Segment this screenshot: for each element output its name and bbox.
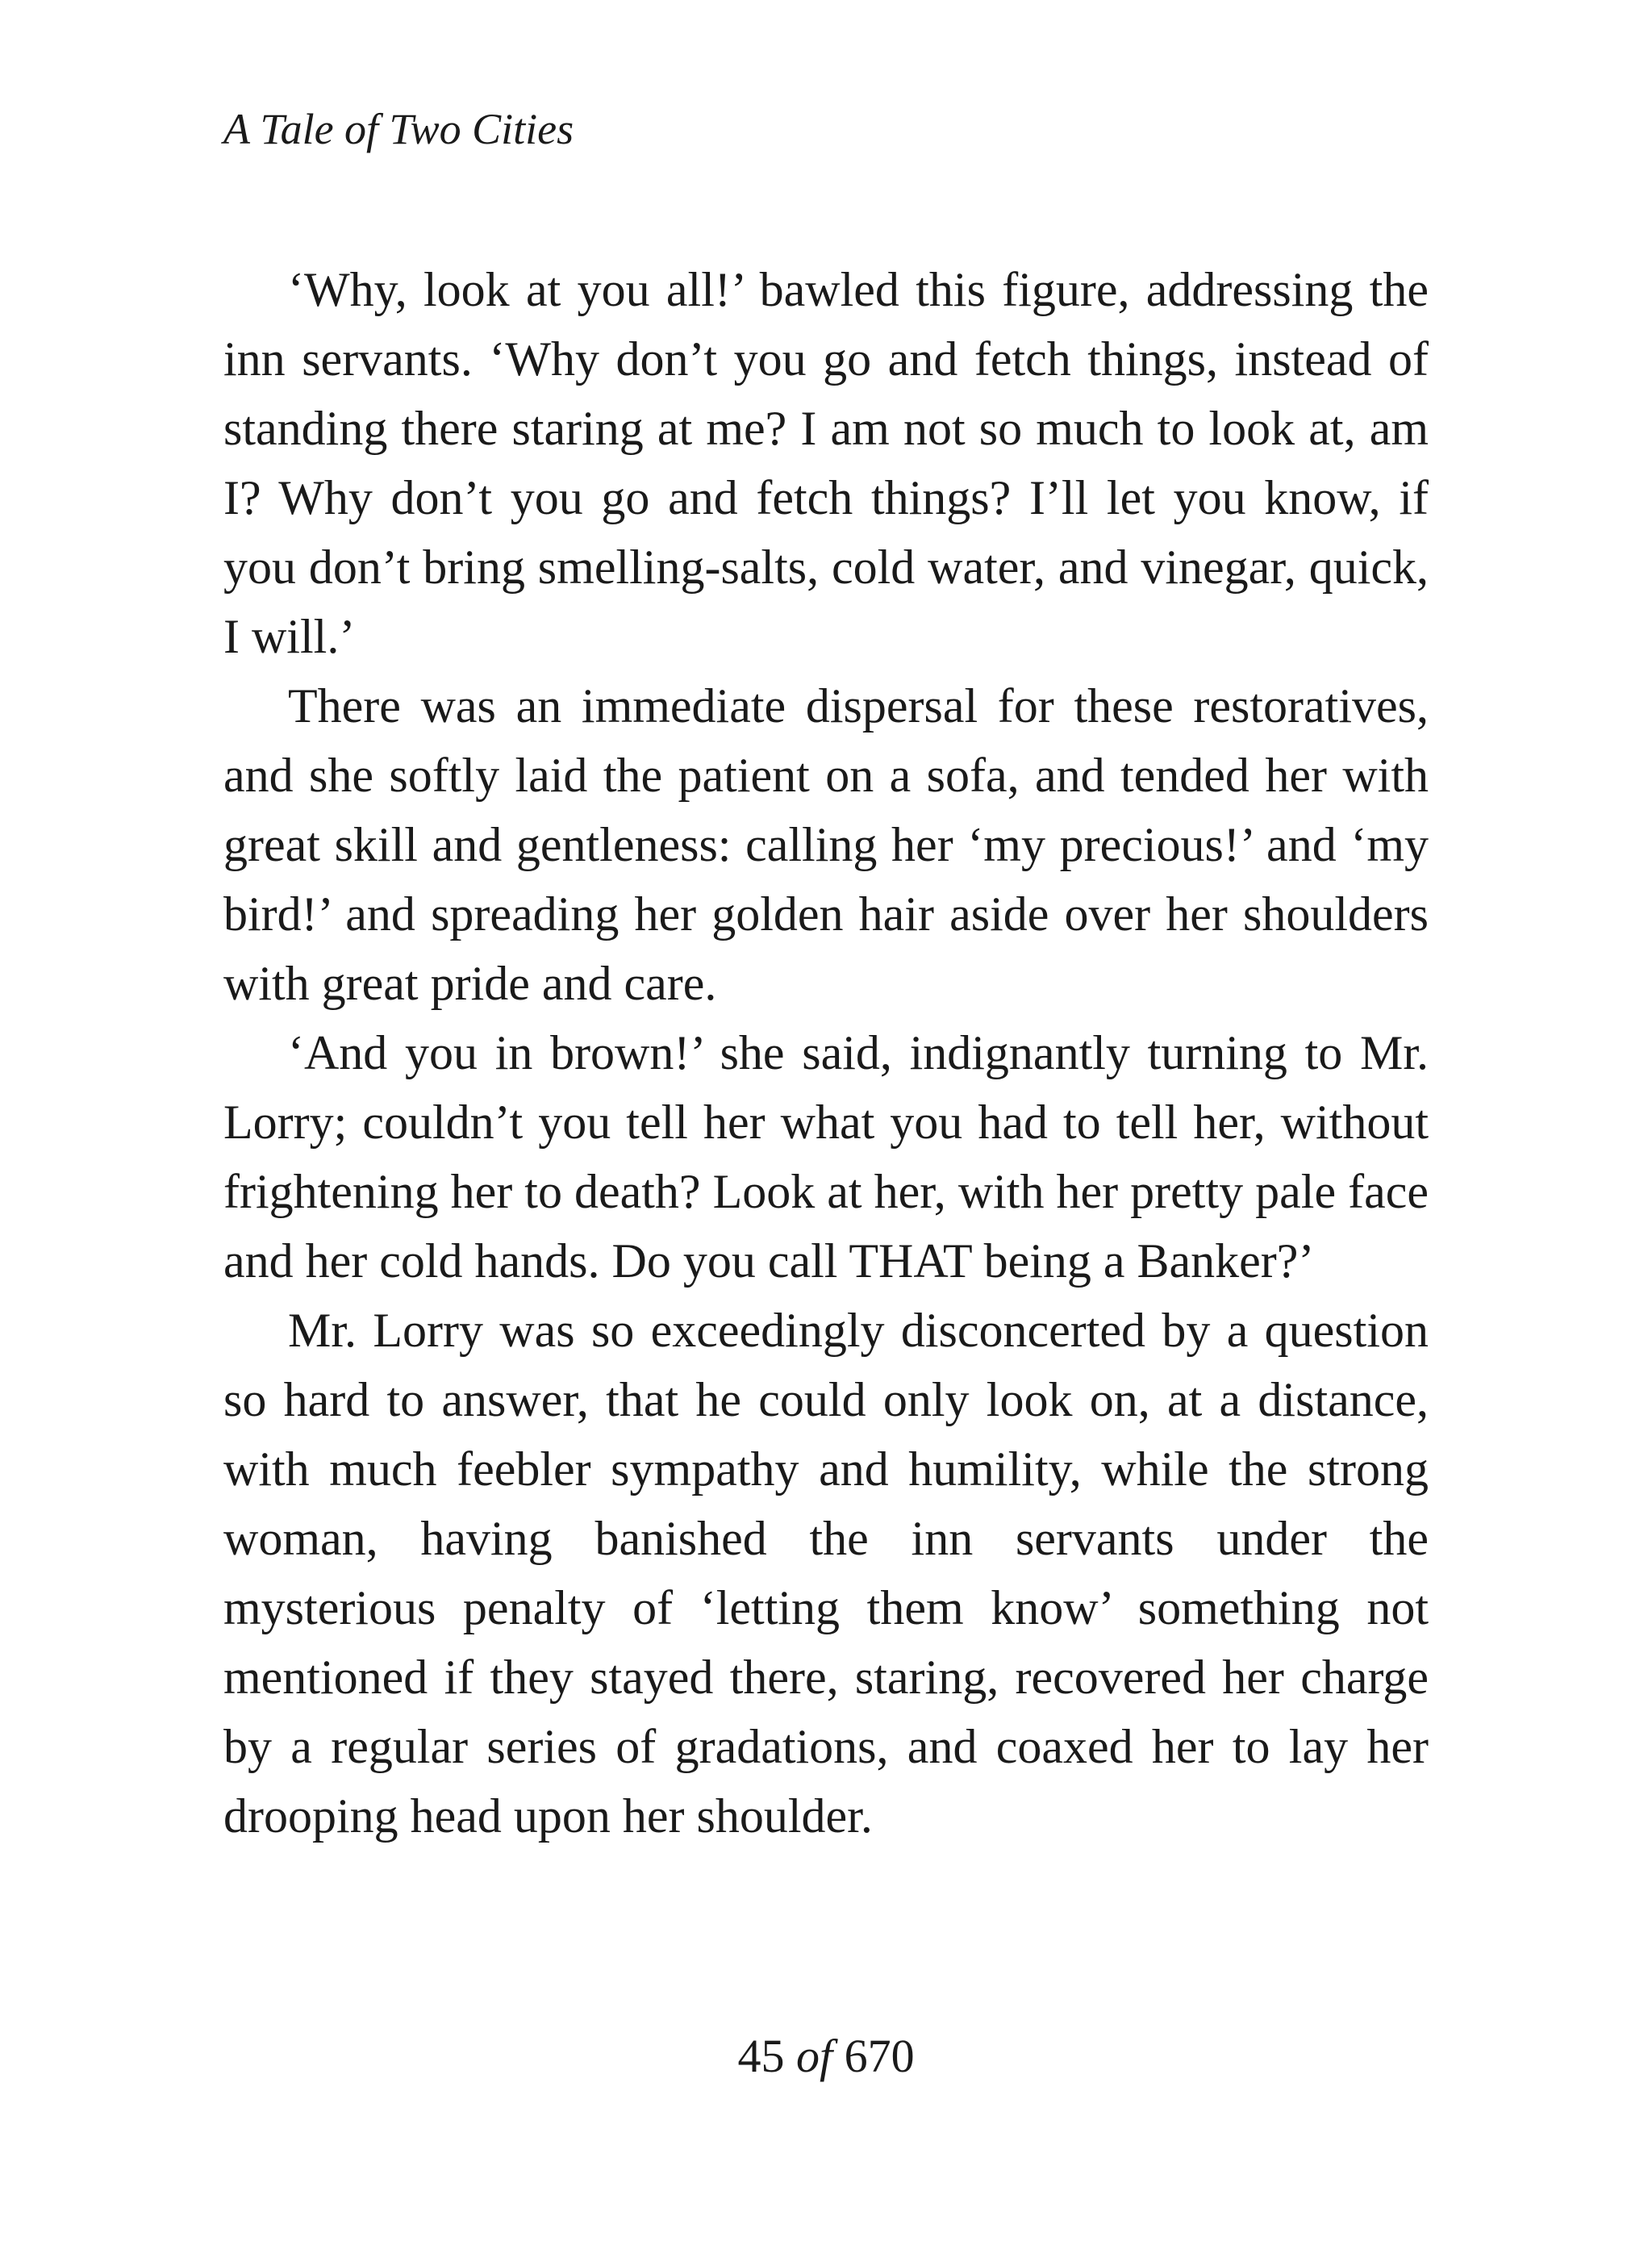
paragraph: ‘And you in brown!’ she said, indignantly turning to Mr. Lorry; couldn’t you tell her what you had to tell her, without frightening her to death? Look at her, with her pretty pale face and her cold hands. Do you call THAT being a Banker?’ <box>223 1026 1429 1288</box>
body-text <box>223 255 1429 1851</box>
total-pages: 670 <box>844 2030 915 2082</box>
page-number: 45 <box>737 2030 785 2082</box>
page-number-footer <box>0 2028 1652 2085</box>
paragraph: There was an immediate dispersal for these restoratives, and she softly laid the patient on a sofa, and tended her with great skill and gentleness: calling her ‘my precious!’ and ‘my bird!’ and spreading her golden hair aside over her shoulders with great pride and care. <box>223 679 1429 1010</box>
paragraph: Mr. Lorry was so exceedingly disconcerted by a question so hard to answer, that he could only look on, at a distance, with much feebler sympathy and humility, while the strong woman, having banished the inn servants under the mysterious penalty of ‘letting them know’ something not mentioned if they stayed there, staring, recovered her charge by a regular series of gradations, and coaxed her to lay her drooping head upon her shoulder. <box>223 1304 1429 1843</box>
paragraph: ‘Why, look at you all!’ bawled this figure, addressing the inn servants. ‘Why don’t you go and fetch things, instead of standing there staring at me? I am not so much to look at, am I? Why don’t you go and fetch things? I’ll let you know, if you don’t bring smelling-salts, cold water, and vinegar, quick, I will.’ <box>223 263 1429 663</box>
page-of-label: of <box>795 2030 833 2082</box>
running-title: A Tale of Two Cities <box>223 105 574 153</box>
